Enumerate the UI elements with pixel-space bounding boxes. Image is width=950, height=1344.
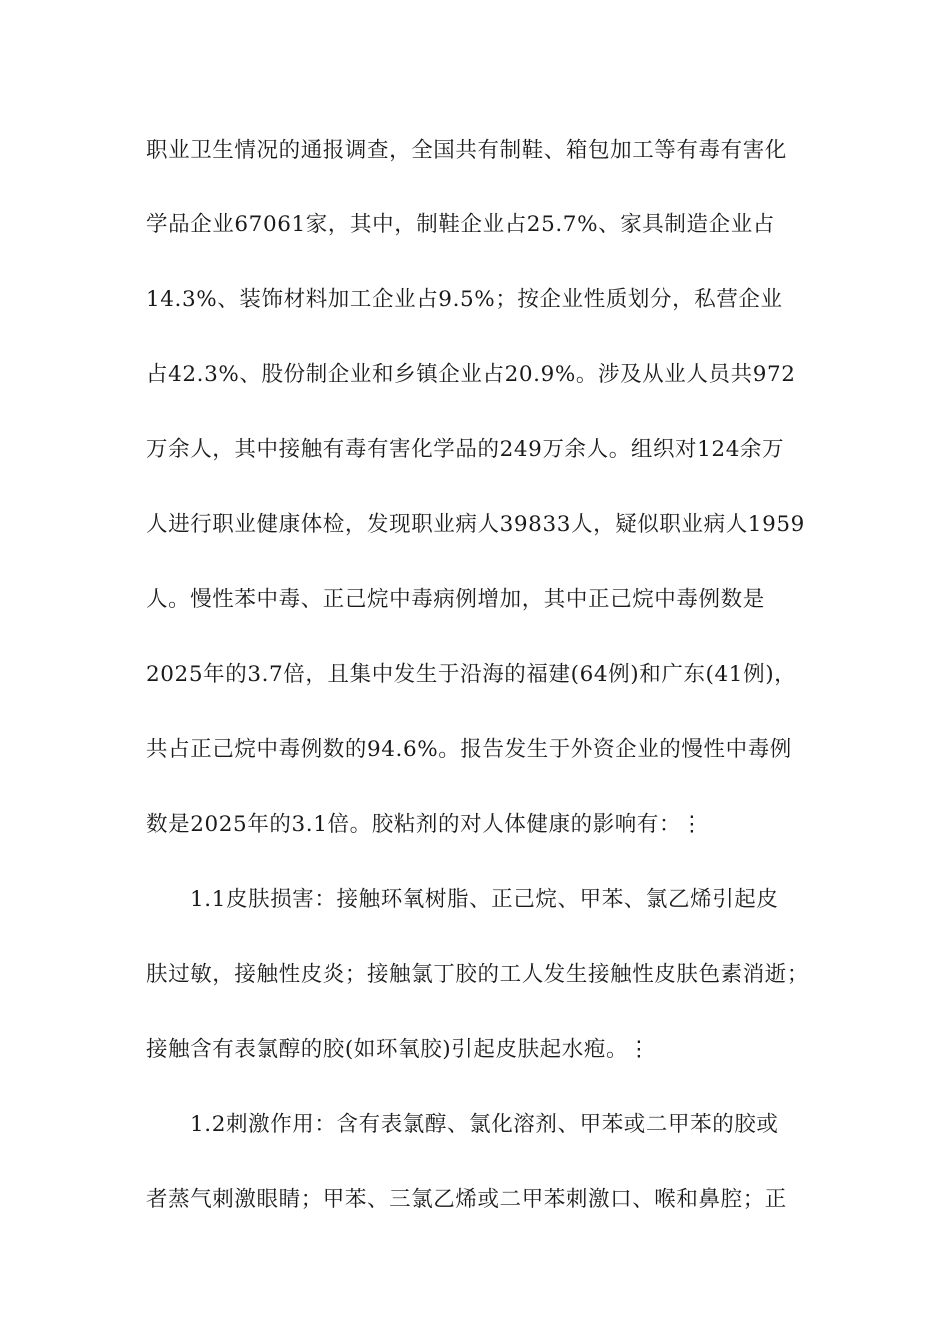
body-text-line: 接触含有表氯醇的胶(如环氧胶)引起皮肤起水疱。⋮ [146,1037,651,1062]
body-text-line: 者蒸气刺激眼睛；甲苯、三氯乙烯或二甲苯刺激口、喉和鼻腔；正 [146,1187,787,1212]
body-text-line: 万余人，其中接触有毒有害化学品的249万余人。组织对124余万 [146,437,785,462]
body-text-line: 人进行职业健康体检，发现职业病人39833人，疑似职业病人1959 [146,512,805,537]
body-text-line: 人。慢性苯中毒、正己烷中毒病例增加，其中正己烷中毒例数是 [146,587,765,612]
body-text-line: 学品企业67061家，其中，制鞋企业占25.7%、家具制造企业占 [146,212,775,237]
section-heading-line: 1.2刺激作用：含有表氯醇、氯化溶剂、甲苯或二甲苯的胶或 [190,1112,779,1137]
body-text-line: 2025年的3.7倍，且集中发生于沿海的福建(64例)和广东(41例)， [146,662,797,687]
body-text-line: 共占正己烷中毒例数的94.6%。报告发生于外资企业的慢性中毒例 [146,737,792,762]
section-heading-line: 1.1皮肤损害：接触环氧树脂、正己烷、甲苯、氯乙烯引起皮 [190,887,779,912]
body-text-line: 占42.3%、股份制企业和乡镇企业占20.9%。涉及从业人员共972 [146,362,796,387]
body-text-line: 14.3%、装饰材料加工企业占9.5%；按企业性质划分，私营企业 [146,287,783,312]
body-text-line: 职业卫生情况的通报调查，全国共有制鞋、箱包加工等有毒有害化 [146,138,787,163]
body-text-line: 肤过敏，接触性皮炎；接触氯丁胶的工人发生接触性皮肤色素消逝； [146,962,810,987]
body-text-line: 数是2025年的3.1倍。胶粘剂的对人体健康的影响有：⋮ [146,812,704,837]
